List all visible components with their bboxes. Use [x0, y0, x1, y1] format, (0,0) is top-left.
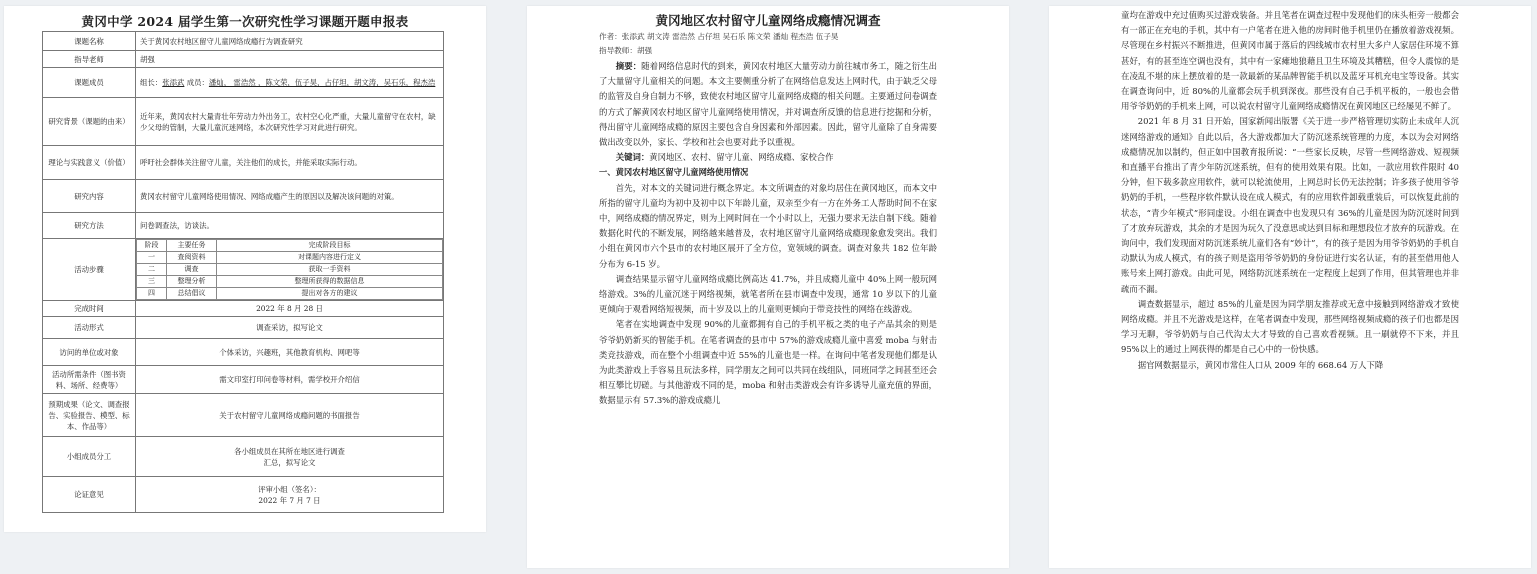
steps-label: 活动步骤	[43, 239, 136, 301]
task-cell: 整理分析	[167, 276, 217, 288]
form-type-label: 活动形式	[43, 317, 136, 339]
keywords-label: 关键词：	[615, 152, 650, 163]
significance-label: 理论与实践意义（价值）	[43, 146, 136, 180]
paper-body-1	[527, 31, 1009, 409]
background-value: 近年来，黄冈农村大量青壮年劳动力外出务工，农村空心化严重，大量儿童留守在农村，缺少父母的管制，大量儿童沉迷网络，本次研究性学习对此进行研究。	[136, 98, 444, 146]
task-cell: 总结倡议	[167, 288, 217, 300]
goal-cell: 整理所获得的数据信息	[217, 276, 443, 288]
background-label: 研究背景（课题的由来）	[43, 98, 136, 146]
significance-value: 呼吁社会群体关注留守儿童，关注他们的成长，并能采取实际行动。	[136, 146, 444, 180]
stage-cell: 二	[137, 264, 167, 276]
members-leader: 张添武	[162, 78, 185, 87]
goal-header: 完成阶段目标	[217, 240, 443, 252]
paper-page-1	[527, 6, 1009, 568]
visit-value: 个体采访，兴趣班，其他教育机构、网吧等	[136, 339, 444, 366]
topic-label: 课题名称	[43, 32, 136, 51]
body-paragraph: 首先，对本文的关键词进行概念界定。本文所调查的对象均居住在黄冈地区，而本文中所指的留守儿童均为初中及初中以下年龄儿童，双亲至少有一方在外务工人帮助时间不在家中，网络成瘾的情况界定，则为上网时间在一个小时以上，无强力要求无法自制下线。随着数据化时代的不断发展，网络越来越普及，农村地区留守儿童网络成瘾现象愈发突出。我们小组在黄冈市六个县市的农村地区展开了全方位，宽领域的调查。调查对象共 182 位年龄分布为 6-15 岁。	[599, 182, 937, 269]
application-form-page	[4, 6, 486, 532]
review-label: 论证意见	[43, 477, 136, 513]
members-prefix: 组长：	[140, 78, 163, 87]
body-paragraph: 据官网数据显示，黄冈市常住人口从 2009 年的 668.64 万人下降	[1137, 359, 1384, 370]
form-type-value: 调查采访，拟写论文	[136, 317, 444, 339]
goal-cell: 获取一手资料	[217, 264, 443, 276]
members-mid: 成员：	[184, 78, 209, 87]
paper-body-2	[1049, 6, 1531, 373]
body-paragraph: 童均在游戏中充过值购买过游戏装备。并且笔者在调查过程中发现他们的床头柜旁一般都会有一部正在充电的手机，其中有一户笔者在进入他的房间时他手机里仍在播放着游戏视频。尽管现在乡村振兴不断推进，但黄冈市属于落后的四线城市农村里大多户人家居住环境不算甚好，有的甚至连空调也没有，其中有一家瘫地狼藉且卫生环境及其糟糕，但令人震惊的是在凌乱不堪的床上摆放着的是一款最新的某品牌智能手机以及蓝牙耳机充电宝等设备。其实在调查询问中，近 80%的儿童都会玩手机到深夜。那些没有自己手机平板的，一般也会借用爷爷奶奶的手机来上网，可以说农村留守儿童网络成瘾情况在黄冈地区已经屡见不鲜了。	[1121, 10, 1459, 112]
stage-header: 阶段	[137, 240, 167, 252]
finish-time-value: 2022 年 8 月 28 日	[136, 301, 444, 317]
section-heading: 一、黄冈农村地区留守儿童网络使用情况	[599, 167, 749, 178]
division-value	[136, 437, 444, 477]
task-header: 主要任务	[167, 240, 217, 252]
conditions-label: 活动所需条件（图书资料、场所、经费等）	[43, 366, 136, 394]
advisor-value: 胡强	[136, 51, 444, 68]
steps-cell	[136, 239, 444, 301]
members-label: 课题成员	[43, 68, 136, 98]
review-line2: 2022 年 7 月 7 日	[258, 495, 321, 505]
keywords-text: 黄冈地区、农村、留守儿童、网络成瘾、家校合作	[649, 152, 834, 163]
abstract-text: 随着网络信息时代的到来，黄冈农村地区大量劳动力前往城市务工，随之衍生出了大量留守儿童相关的问题。本文主要侧重分析了在网络信息发达上网时代，由于缺乏父母的监管及自身自制力不够，致使农村地区留守儿童网络成瘾的相关问题。主要通过问卷调查的方式了解黄冈农村地区留守儿童网络使用情况，并对调查所反馈的信息进行挖掘和分析，得出留守儿童网络成瘾的原因主要包含自身因素和外部因素。因此，留守儿童除了自身需要做出改变以外，家长、学校和社会也要对此予以重视。	[599, 61, 938, 148]
paper-page-2	[1049, 6, 1531, 568]
authors-line: 作者：张添武 胡文涛 雷浩然 占仔坦 吴石乐 陈文荣 潘灿 程杰浩 伍子昊	[599, 32, 839, 41]
advisor-label: 指导老师	[43, 51, 136, 68]
review-value	[136, 477, 444, 513]
topic-value: 关于黄冈农村地区留守儿童网络成瘾行为调查研究	[136, 32, 444, 51]
division-line1: 各小组成员在其所在地区进行调查	[234, 446, 345, 456]
results-value: 关于农村留守儿童网络成瘾问题的书面报告	[136, 394, 444, 437]
conditions-value: 需文印室打印问卷等材料，需学校开介绍信	[136, 366, 444, 394]
method-label: 研究方法	[43, 213, 136, 239]
members-list: 潘灿， 雷浩然 ，陈文荣，伍子昊，占仔坦，胡文涛，吴石乐，程杰浩	[208, 78, 436, 87]
advisor-line: 指导教师：胡强	[599, 46, 653, 55]
paper-title: 黄冈地区农村留守儿童网络成瘾情况调查	[655, 13, 881, 28]
division-label: 小组成员分工	[43, 437, 136, 477]
task-cell: 调查	[167, 264, 217, 276]
body-paragraph: 调查结果显示留守儿童网络成瘾比例高达 41.7%，并且成瘾儿童中 40%上网一般玩网络游戏。3%的儿童沉迷于网络视频，就笔者所在县市调查中发现，通常 10 岁以下的儿童更倾向于观看网络短视频，而十岁及以上的儿童则更倾向于带竞技性的网络在线游戏。	[599, 273, 937, 315]
members-value	[136, 68, 444, 98]
form-title: 黄冈中学 2024 届学生第一次研究性学习课题开题申报表	[81, 14, 409, 29]
visit-label: 访问的单位或对象	[43, 339, 136, 366]
stages-table	[136, 239, 443, 300]
abstract-label: 摘要：	[615, 61, 642, 71]
results-label: 预期成果（论文、调查报告、实验报告、模型、标本、作品等）	[43, 394, 136, 437]
goal-cell: 提出对各方的建议	[217, 288, 443, 300]
method-value: 问卷调查法，访谈法。	[136, 213, 444, 239]
finish-time-label: 完成时间	[43, 301, 136, 317]
content-label: 研究内容	[43, 180, 136, 213]
task-cell: 查阅资料	[167, 252, 217, 264]
stage-cell: 一	[137, 252, 167, 264]
keywords-paragraph	[599, 150, 937, 165]
stage-cell: 四	[137, 288, 167, 300]
goal-cell: 对课题内容进行定义	[217, 252, 443, 264]
body-paragraph: 笔者在实地调查中发现 90%的儿童都拥有自己的手机平板之类的电子产品其余的则是爷爷奶奶新买的智能手机。在笔者调查的县市中 57%的游戏成瘾儿童中喜爱 moba 与射击类竞技游戏，而在整个小组调查中近 55%的儿童也是一样。在询问中笔者发现他们都是认为此类游戏上手容易且玩法多样，同学朋友之间可以共同在线组队，同班同学之间甚至还会相互攀比切磋。与其他游戏不同的是，moba 和射击类游戏会有许多诱导儿童充值的界面，数据显示有 57.3%的游戏成瘾儿	[599, 319, 937, 406]
division-line2: 汇总，拟写论文	[263, 457, 316, 467]
stage-cell: 三	[137, 276, 167, 288]
application-table	[42, 31, 444, 513]
body-paragraph: 调查数据显示，超过 85%的儿童是因为同学朋友推荐或无意中接触到网络游戏才致使网络成瘾。并且不光游戏是这样，在笔者调查中发现，那些网络视频成瘾的孩子们也都是因学习无聊，爷爷奶奶与自己代沟太大才导致的自己喜欢看视频。且一刷就停不下来，并且 95%以上的通过上网获得的都是自己心中的一份快感。	[1121, 298, 1459, 355]
review-line1: 评审小组（签名）：	[258, 484, 321, 494]
content-value: 黄冈农村留守儿童网络使用情况、网络成瘾产生的原因以及解决该问题的对策。	[136, 180, 444, 213]
abstract-paragraph	[599, 59, 937, 150]
body-paragraph: 2021 年 8 月 31 日开始，国家新闻出版署《关于进一步严格管理切实防止未成年人沉迷网络游戏的通知》自此以后，各大游戏都加大了防沉迷系统管理的力度，本以为会对网络成瘾情况加以制约，但正如中国教育报所说：“一些家长反映，尽管一些网络游戏、短视频和直播平台推出了青少年防沉迷系统，但有的使用效果有限。比如，一款应用软件限时 40 分钟，但下载多款应用软件，就可以轮流使用，上网总时长仍无法控制；许多孩子使用爷爷奶奶的手机，一些程序软件默认设在成人模式，有的应用软件卸载重装后，可以恢复此前的状态，“青少年模式”形同虚设。小组在调查中也发现只有 36%的儿童是因为防沉迷时间到了才放弃玩游戏，其余的才是因为玩久了没意思或达到目标和理想段位才放弃的玩游戏。在询问中，我们发现面对防沉迷系统儿童们各有“妙计”，有的孩子是因为用爷爷奶奶的手机自动默认为成人模式，有的孩子则是盗用爷爷奶奶的身份证进行实名认证，有的甚至借用他人账号来上网打游戏。由此可见，网络防沉迷系统在一定程度上起到了作用，但其管理也并非疏而不漏。	[1121, 116, 1459, 294]
